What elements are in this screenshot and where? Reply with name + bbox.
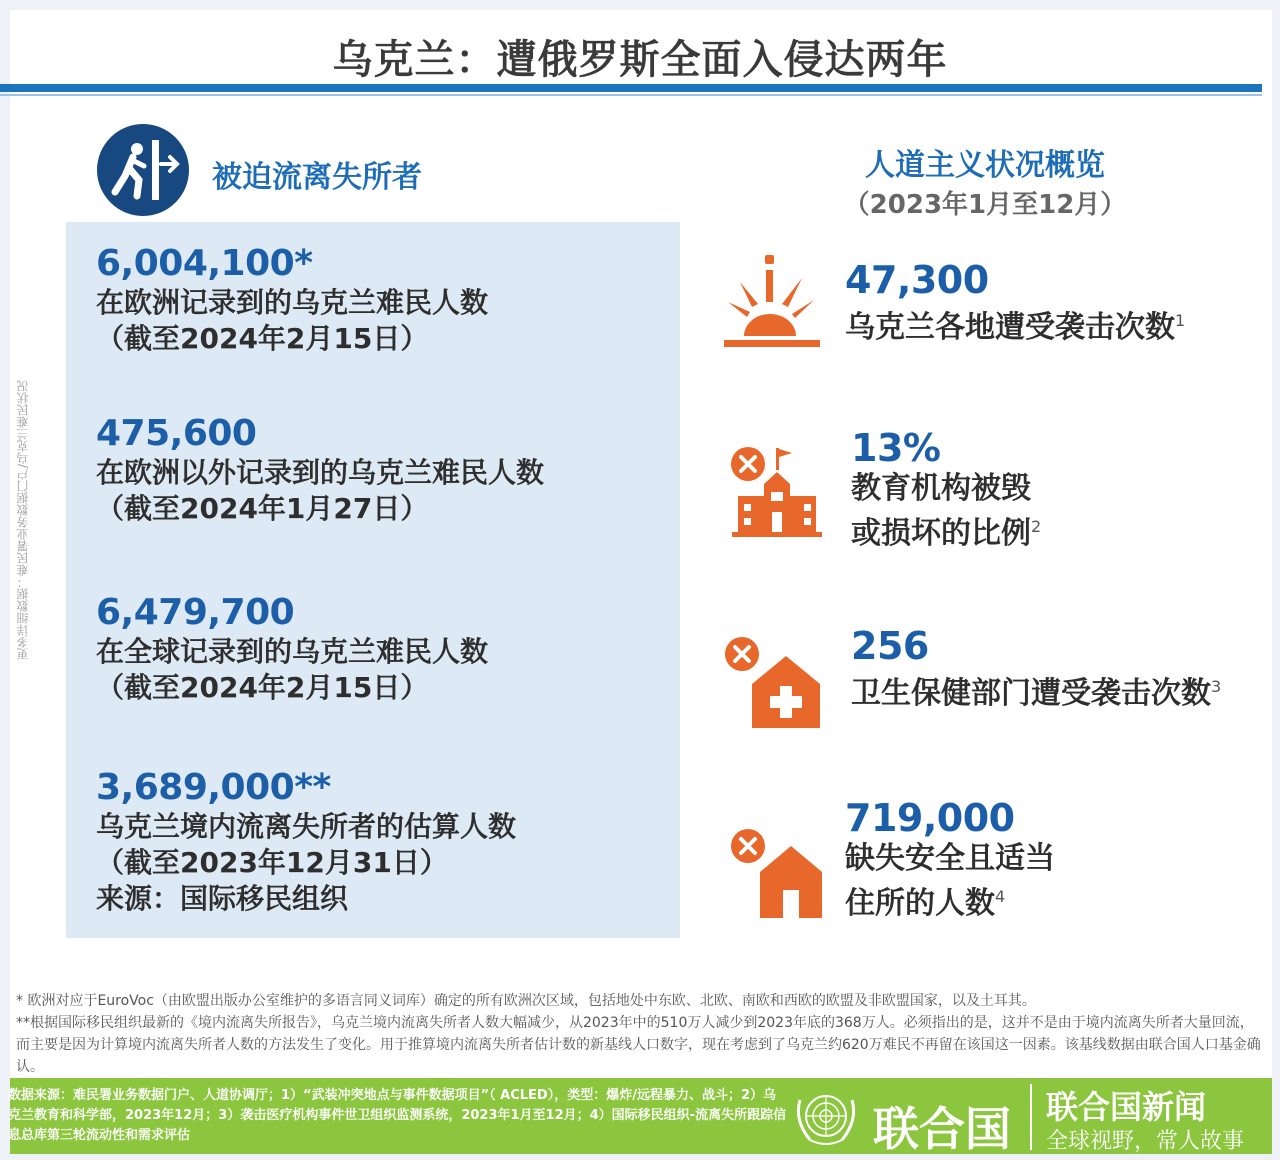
idp-stat-outside-europe bbox=[96, 413, 544, 527]
humanitarian-title: 人道主义状况概览 bbox=[865, 148, 1105, 183]
title-divider bbox=[0, 84, 1262, 92]
stat-label: 教育机构被毁 bbox=[851, 471, 1031, 506]
footnote-marker: 4 bbox=[995, 887, 1006, 906]
idp-stat-global bbox=[96, 592, 488, 706]
hum-stat-attacks bbox=[845, 258, 1185, 347]
footer-divider bbox=[1030, 1084, 1032, 1150]
hum-stat-education bbox=[851, 426, 1041, 553]
damaged-house-icon bbox=[728, 828, 824, 924]
stat-label: 在欧洲记录到的乌克兰难民人数 bbox=[96, 286, 489, 319]
stat-value: 6,004,100* bbox=[96, 243, 313, 284]
stat-value: 256 bbox=[851, 624, 929, 668]
stat-label: 缺失安全且适当 bbox=[845, 841, 1055, 876]
explosion-icon bbox=[722, 252, 822, 356]
stat-label-2: 住所的人数 bbox=[845, 886, 995, 921]
stat-label-2: 或损坏的比例 bbox=[851, 516, 1031, 551]
idp-stat-internal bbox=[96, 767, 516, 917]
stat-label: 在欧洲以外记录到的乌克兰难民人数 bbox=[96, 456, 545, 489]
page-title: 乌克兰：遭俄罗斯全面入侵达两年 bbox=[332, 37, 948, 83]
humanitarian-subtitle: （2023年1月至12月） bbox=[843, 190, 1127, 220]
footnote-marker: 3 bbox=[1211, 677, 1222, 696]
un-name: 联合国 bbox=[873, 1102, 1011, 1156]
displaced-person-icon bbox=[97, 124, 189, 216]
hum-stat-shelter bbox=[845, 796, 1055, 923]
stat-label: 乌克兰各地遭受袭击次数 bbox=[845, 310, 1175, 345]
stat-value: 3,689,000** bbox=[96, 767, 331, 808]
un-news-title: 联合国新闻 bbox=[1046, 1088, 1207, 1126]
footnote-marker: 2 bbox=[1031, 517, 1042, 536]
un-emblem-icon bbox=[790, 1086, 862, 1154]
stat-label: 卫生保健部门遭受袭击次数 bbox=[851, 676, 1211, 711]
title-divider-thin bbox=[0, 94, 1262, 96]
stat-label: 在全球记录到的乌克兰难民人数 bbox=[96, 635, 489, 668]
idp-section-label: 被迫流离失所者 bbox=[212, 160, 422, 195]
hum-stat-health bbox=[851, 624, 1221, 713]
stat-value: 13% bbox=[851, 426, 941, 470]
stat-source: 来源：国际移民组织 bbox=[96, 882, 349, 915]
data-sources: 数据来源：难民署业务数据门户、人道协调厅；1）“武装冲突地点与事件数据项目”（ ACLED），类型：爆炸/远程暴力、战斗；2）乌克兰教育和科学部，2023年12月；3）袭击医疗机构事件世卫组织监测系统，2023年1月至12月；4）国际移民组织-流离失所跟踪信息总库第三轮流动性和需求评估 bbox=[8, 1088, 787, 1143]
stat-label: 乌克兰境内流离失所者的估算人数 bbox=[96, 810, 517, 843]
footnote-1: * 欧洲对应于EuroVoc（由欧盟出版办公室维护的多语言同义词库）确定的所有欧洲次区域，包括地处中东欧、北欧、南欧和西欧的欧盟及非欧盟国家，以及土耳其。 bbox=[16, 993, 1036, 1009]
footnote-marker: 1 bbox=[1175, 311, 1186, 330]
damaged-school-icon bbox=[728, 444, 826, 546]
idp-stat-europe bbox=[96, 243, 488, 357]
stat-value: 47,300 bbox=[845, 258, 989, 302]
stat-value: 6,479,700 bbox=[96, 592, 295, 633]
footnote-2: **根据国际移民组织最新的《境内流离失所报告》，乌克兰境内流离失所者人数大幅减少，从2023年中的510万人减少到2023年底的368万人。必须指出的是，这并不是由于境内流离失所者大量回流，而主要是因为计算境内流离失所者人数的方法发生了变化。用于推算境内流离失所者估计数的新基线人口数字，现在考虑到了乌克兰约620万难民不再留在该国这一因素。该基线数据由联合国人口基金确认。 bbox=[16, 1015, 1261, 1075]
stat-value: 475,600 bbox=[96, 413, 257, 454]
side-source-note: 更多详细数据：难民署业务数据门户/乌克兰难民状况 bbox=[16, 379, 30, 660]
stat-date: （截至2024年2月15日） bbox=[96, 322, 429, 355]
stat-date: （截至2024年2月15日） bbox=[96, 671, 429, 704]
stat-date: （截至2024年1月27日） bbox=[96, 492, 429, 525]
damaged-clinic-icon bbox=[722, 636, 824, 734]
footnotes bbox=[16, 990, 1266, 1078]
stat-value: 719,000 bbox=[845, 796, 1015, 840]
stat-date: （截至2023年12月31日） bbox=[96, 846, 448, 879]
un-news-slogan: 全球视野，常人故事 bbox=[1046, 1129, 1245, 1154]
